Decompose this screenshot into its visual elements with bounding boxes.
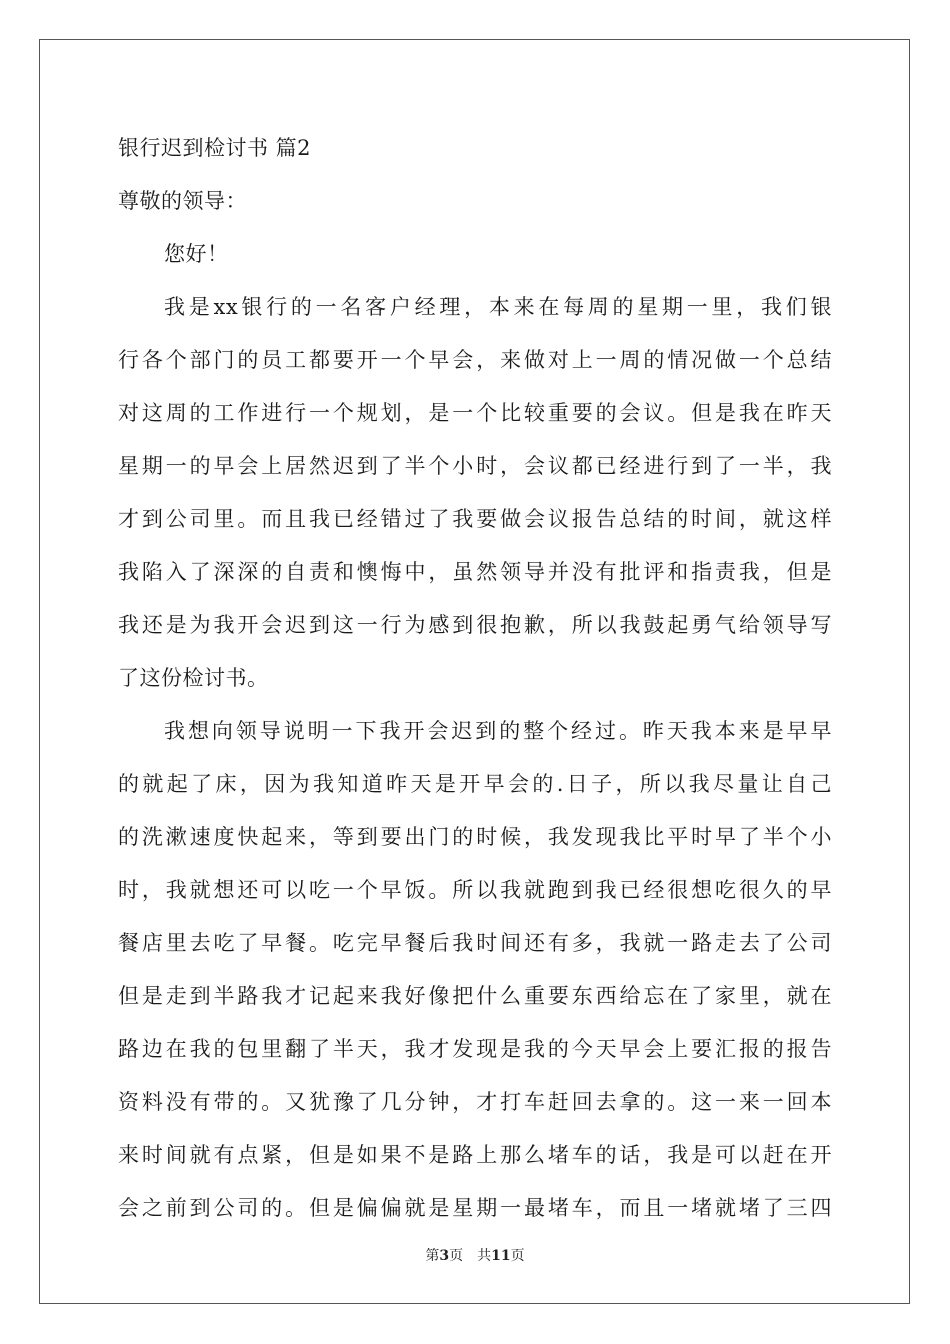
page-suffix: 页 (510, 1248, 525, 1264)
document-title: 银行迟到检讨书 篇2 (118, 136, 312, 160)
paragraph-2-line-4: 时，我就想还可以吃一个早饭。所以我就跑到我已经很想吃很久的早 (118, 878, 832, 902)
paragraph-1-line-7: 我还是为我开会迟到这一行为感到很抱歉，所以我鼓起勇气给领导写 (118, 613, 832, 637)
salutation: 尊敬的领导： (118, 189, 247, 213)
paragraph-1-line-6: 我陷入了深深的自责和懊悔中，虽然领导并没有批评和指责我，但是 (118, 560, 832, 584)
paragraph-2-line-2: 的就起了床，因为我知道昨天是开早会的.日子，所以我尽量让自己 (118, 772, 832, 796)
paragraph-2-line-1: 我想向领导说明一下我开会迟到的整个经过。昨天我本来是早早 (164, 719, 832, 743)
paragraph-1-line-2: 行各个部门的员工都要开一个早会，来做对上一周的情况做一个总结 (118, 348, 832, 372)
greeting: 您好！ (164, 242, 229, 266)
paragraph-2-line-9: 来时间就有点紧，但是如果不是路上那么堵车的话，我是可以赶在开 (118, 1143, 832, 1167)
page-current: 3 (439, 1248, 450, 1264)
paragraph-1-line-1: 我是xx银行的一名客户经理，本来在每周的星期一里，我们银 (164, 295, 832, 319)
paragraph-1-line-4: 星期一的早会上居然迟到了半个小时，会议都已经进行到了一半，我 (118, 454, 832, 478)
paragraph-2-line-3: 的洗漱速度快起来，等到要出门的时候，我发现我比平时早了半个小 (118, 825, 832, 849)
page-prefix: 第 (425, 1248, 440, 1264)
paragraph-1-line-5: 才到公司里。而且我已经错过了我要做会议报告总结的时间，就这样 (118, 507, 832, 531)
paragraph-2-line-10: 会之前到公司的。但是偏偏就是星期一最堵车，而且一堵就堵了三四 (118, 1196, 832, 1220)
paragraph-2-line-5: 餐店里去吃了早餐。吃完早餐后我时间还有多，我就一路走去了公司 (118, 931, 832, 955)
page-total: 11 (491, 1248, 511, 1264)
page-mid: 页 共 (449, 1248, 492, 1264)
paragraph-2-line-7: 路边在我的包里翻了半天，我才发现是我的今天早会上要汇报的报告 (118, 1037, 832, 1061)
paragraph-1-line-3: 对这周的工作进行一个规划，是一个比较重要的会议。但是我在昨天 (118, 401, 832, 425)
page-footer (0, 1247, 950, 1265)
paragraph-2-line-6: 但是走到半路我才记起来我好像把什么重要东西给忘在了家里，就在 (118, 984, 832, 1008)
paragraph-2-line-8: 资料没有带的。又犹豫了几分钟，才打车赶回去拿的。这一来一回本 (118, 1090, 832, 1114)
paragraph-1-line-8: 了这份检讨书。 (118, 666, 269, 690)
